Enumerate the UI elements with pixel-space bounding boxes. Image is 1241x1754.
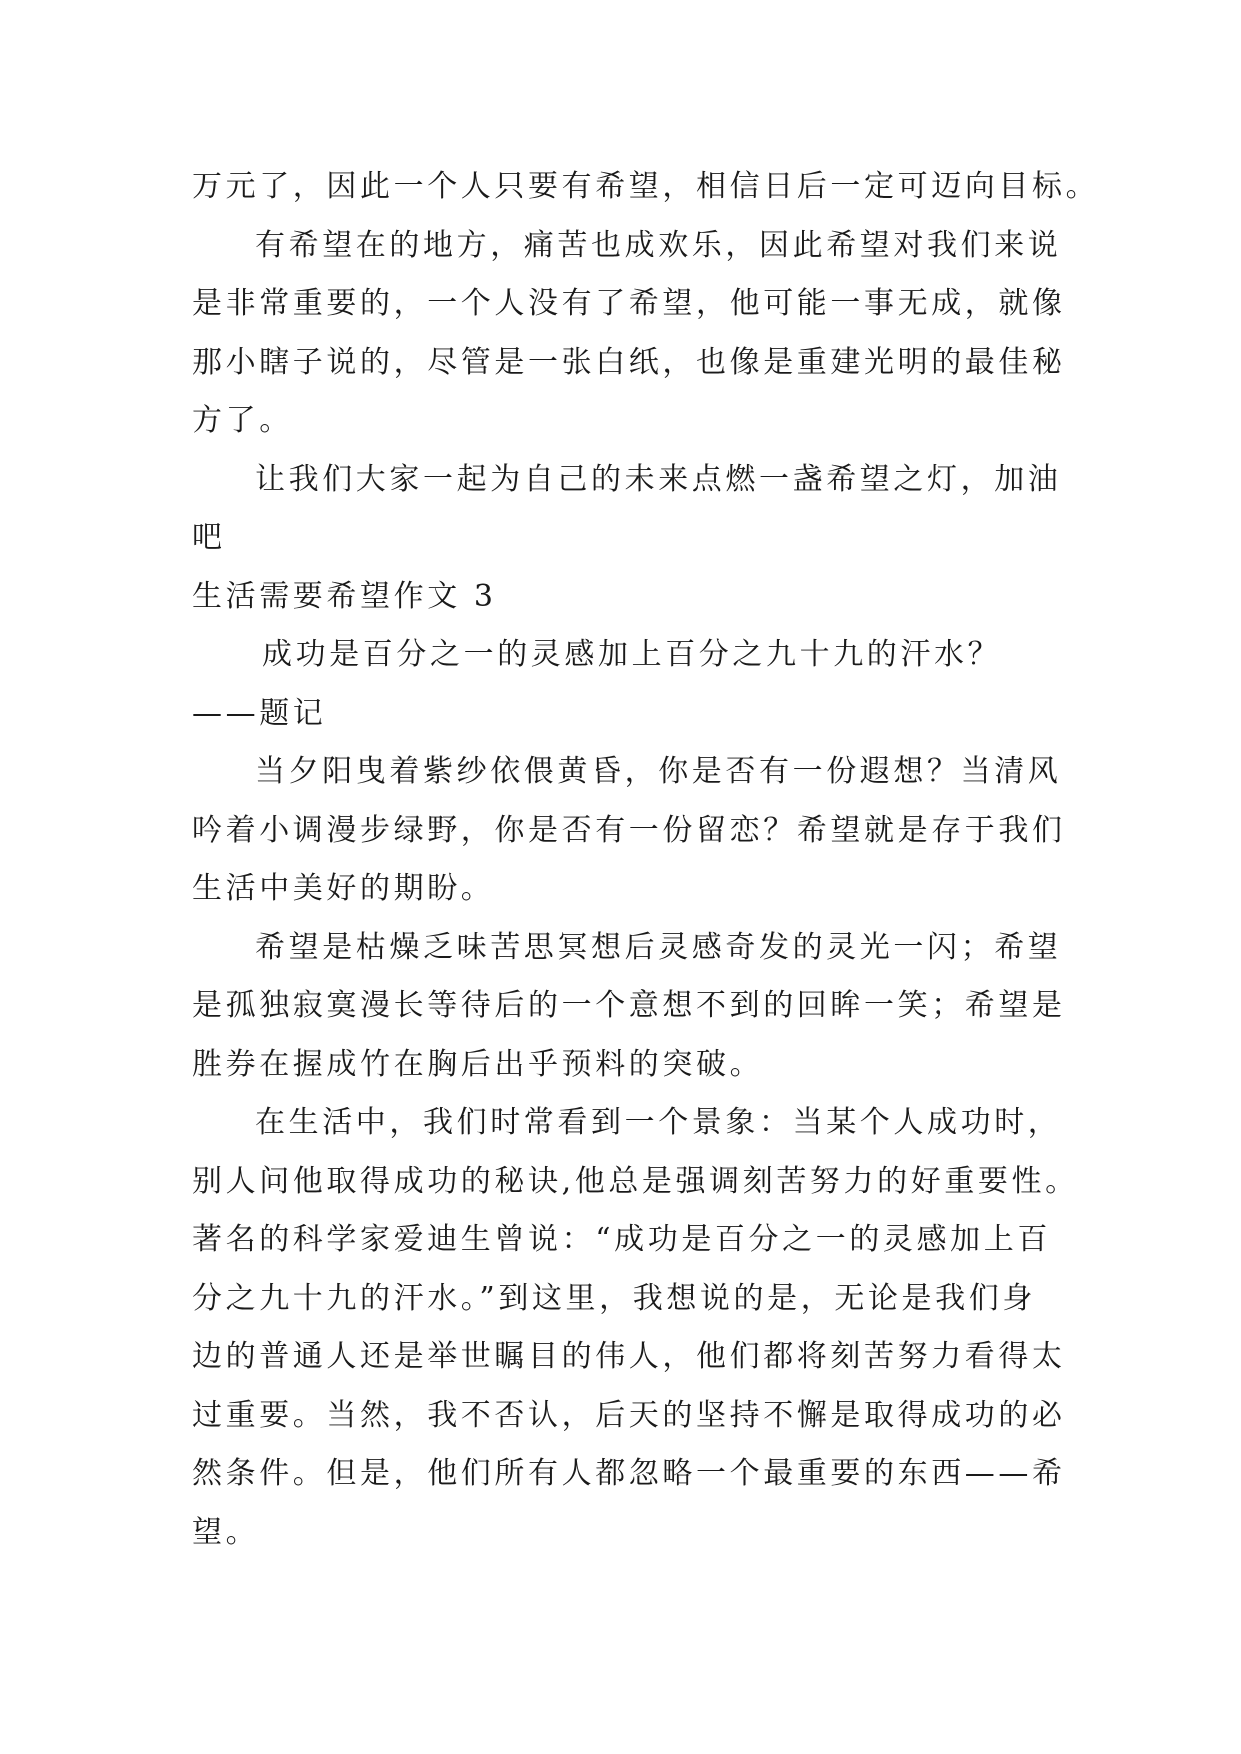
paragraph-line: 过重要。当然，我不否认，后天的坚持不懈是取得成功的必 <box>192 1397 1066 1433</box>
paragraph-line: 然条件。但是，他们所有人都忽略一个最重要的东西——希 <box>192 1456 1066 1491</box>
paragraph-line: 当夕阳曳着紫纱依偎黄昏，你是否有一份遐想？当清风 <box>255 754 1062 789</box>
epigraph-line: 成功是百分之一的灵感加上百分之九十九的汗水？ <box>262 637 1002 672</box>
paragraph-line: 是非常重要的，一个人没有了希望，他可能一事无成，就像 <box>192 286 1066 321</box>
paragraph-line: 万元了，因此一个人只要有希望，相信日后一定可迈向目标。 <box>192 169 1100 204</box>
essay-body <box>192 158 1100 1562</box>
paragraph-line: 胜券在握成竹在胸后出乎预料的突破。 <box>192 1046 764 1082</box>
paragraph-line: 希望是枯燥乏味苦思冥想后灵感奇发的灵光一闪；希望 <box>255 929 1062 965</box>
paragraph-line: 生活中美好的期盼。 <box>192 871 495 906</box>
paragraph-line: 分之九十九的汗水。”到这里，我想说的是，无论是我们身 <box>192 1280 1036 1316</box>
paragraph-line: 吟着小调漫步绿野，你是否有一份留恋？希望就是存于我们 <box>192 812 1066 848</box>
paragraph-line: 方了。 <box>192 403 293 438</box>
paragraph-line: 在生活中，我们时常看到一个景象：当某个人成功时， <box>255 1105 1062 1140</box>
paragraph-line: 吧 <box>192 520 226 555</box>
paragraph-line: 那小瞎子说的，尽管是一张白纸，也像是重建光明的最佳秘 <box>192 344 1066 380</box>
section-heading: 生活需要希望作文 3 <box>192 578 497 614</box>
epigraph-attribution: ——题记 <box>192 695 327 731</box>
paragraph-line: 让我们大家一起为自己的未来点燃一盏希望之灯，加油 <box>255 461 1062 497</box>
paragraph-line: 著名的科学家爱迪生曾说：“成功是百分之一的灵感加上百 <box>192 1222 1051 1257</box>
paragraph-line: 是孤独寂寞漫长等待后的一个意想不到的回眸一笑；希望是 <box>192 988 1066 1023</box>
paragraph-line: 别人问他取得成功的秘诀,他总是强调刻苦努力的好重要性。 <box>192 1163 1079 1199</box>
paragraph-line: 望。 <box>192 1514 260 1550</box>
paragraph-line: 边的普通人还是举世瞩目的伟人，他们都将刻苦努力看得太 <box>192 1339 1066 1374</box>
paragraph-line: 有希望在的地方，痛苦也成欢乐，因此希望对我们来说 <box>255 227 1062 263</box>
